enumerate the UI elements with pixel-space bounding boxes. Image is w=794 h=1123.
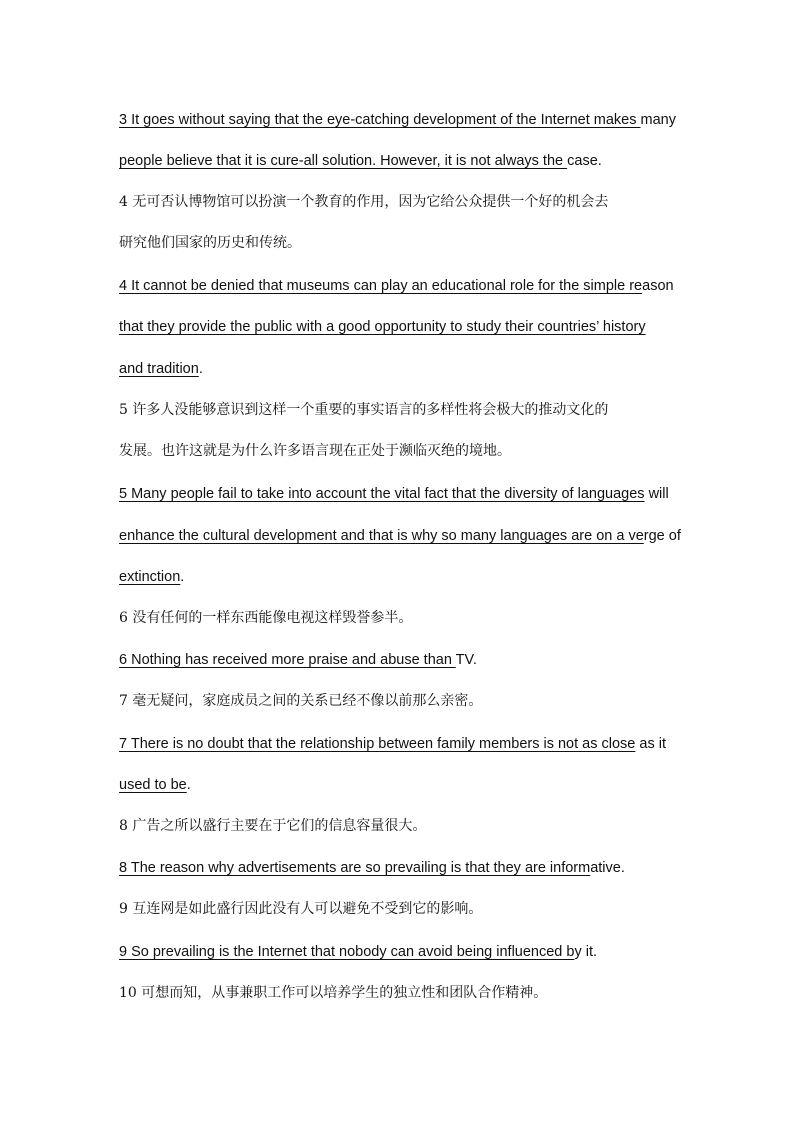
plain-text: case. — [567, 153, 602, 169]
underlined-text: and tradition — [119, 361, 199, 377]
plain-text: . — [198, 361, 203, 377]
sentence-5-english-line-3 — [119, 567, 184, 587]
sentence-3-english-line-1 — [119, 110, 676, 130]
plain-text: TV. — [455, 652, 477, 668]
sentence-8-chinese: 8 广告之所以盛行主要在于它们的信息容量很大。 — [119, 818, 427, 834]
plain-text: will — [644, 486, 669, 502]
underlined-text: that they provide the public with a good opportunity to study their countries’ history — [119, 319, 646, 335]
sentence-5-chinese-line-2: 发展。也许这就是为什么许多语言现在正处于濒临灭绝的境地。 — [119, 443, 511, 459]
plain-text: y it. — [574, 944, 598, 960]
underlined-text: 9 So prevailing is the Internet that nobody can avoid being influenced b — [119, 944, 575, 960]
sentence-10-chinese: 10 可想而知，从事兼职工作可以培养学生的独立性和团队合作精神。 — [119, 985, 548, 1001]
plain-text: rge of — [643, 528, 681, 544]
sentence-4-chinese-line-2: 研究他们国家的历史和传统。 — [119, 235, 301, 251]
sentence-4-chinese-line-1: 4 无可否认博物馆可以扮演一个教育的作用，因为它给公众提供一个好的机会去 — [119, 194, 609, 210]
sentence-9-english — [119, 942, 597, 962]
plain-text: . — [180, 569, 185, 585]
sentence-8-english — [119, 858, 625, 878]
underlined-text: 6 Nothing has received more praise and abuse than — [119, 652, 456, 668]
sentence-3-english-line-2 — [119, 151, 602, 171]
underlined-text: extinction — [119, 569, 181, 585]
sentence-6-english — [119, 650, 477, 670]
sentence-4-english-line-3 — [119, 359, 203, 379]
plain-text: ative. — [590, 860, 625, 876]
sentence-4-english-line-1 — [119, 276, 674, 296]
plain-text: ason — [642, 278, 674, 294]
sentence-7-chinese: 7 毫无疑问，家庭成员之间的关系已经不像以前那么亲密。 — [119, 693, 483, 709]
plain-text: . — [186, 777, 191, 793]
sentence-5-english-line-2 — [119, 526, 681, 546]
underlined-text: 8 The reason why advertisements are so prevailing is that they are inform — [119, 860, 591, 876]
underlined-text: enhance the cultural development and that is why so many languages are on a ve — [119, 528, 644, 544]
sentence-5-chinese-line-1: 5 许多人没能够意识到这样一个重要的事实语言的多样性将会极大的推动文化的 — [119, 402, 609, 418]
sentence-7-english-line-2 — [119, 775, 191, 795]
underlined-text: 7 There is no doubt that the relationship between family members is not as close — [119, 736, 636, 752]
sentence-4-english-line-2 — [119, 317, 646, 337]
underlined-text: 3 It goes without saying that the eye-catching development of the Internet makes — [119, 112, 641, 128]
underlined-text: 4 It cannot be denied that museums can play an educational role for the simple re — [119, 278, 643, 294]
underlined-text: people believe that it is cure-all solution. However, it is not always the — [119, 153, 568, 169]
sentence-7-english-line-1 — [119, 734, 666, 754]
sentence-6-chinese: 6 没有任何的一样东西能像电视这样毁誉参半。 — [119, 610, 413, 626]
sentence-5-english-line-1 — [119, 484, 669, 504]
plain-text: as it — [635, 736, 666, 752]
plain-text: many — [640, 112, 676, 128]
underlined-text: 5 Many people fail to take into account the vital fact that the diversity of languages — [119, 486, 645, 502]
sentence-9-chinese: 9 互连网是如此盛行因此没有人可以避免不受到它的影响。 — [119, 901, 483, 917]
underlined-text: used to be — [119, 777, 187, 793]
